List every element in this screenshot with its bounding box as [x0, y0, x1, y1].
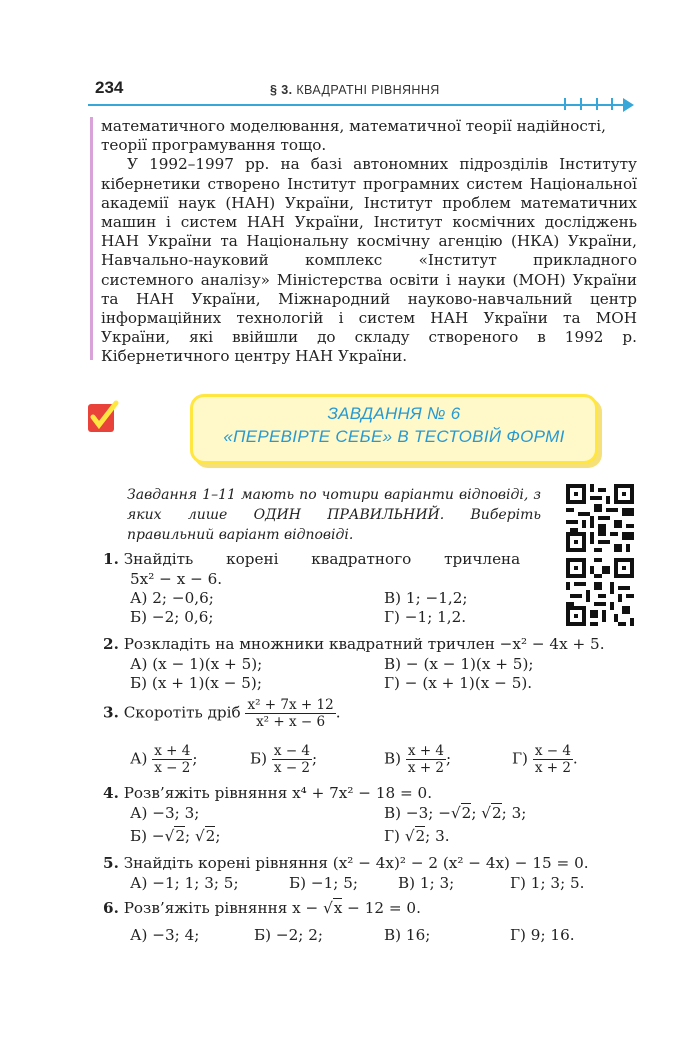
sqrt-radicand: 2 [205, 827, 216, 845]
header-rule [88, 104, 628, 106]
answer-option[interactable]: В) $\frac{x + 4}{x + 2}$ ; [384, 743, 452, 776]
answer-option[interactable]: Г) $\frac{x - 4}{x + 2}$ . [512, 743, 578, 776]
fraction-denominator: x² + x − 6 [256, 714, 326, 730]
answer-option[interactable]: А) (x − 1)(x + 5); [130, 655, 263, 673]
sqrt-radicand: 2 [461, 804, 472, 822]
question-3: 3. Скоротіть дріб $\frac{\text{x² + 7x + 12}}{\text{x² + x − 6}}$ . [103, 697, 341, 730]
fraction-numerator: x + 4 [154, 743, 191, 759]
fraction-numerator: x − 4 [273, 743, 311, 759]
header-tick [564, 98, 566, 110]
fraction-numerator: x² + 7x + 12 [247, 697, 334, 713]
option-text: Г) [384, 827, 405, 845]
answer-option[interactable]: А) −3; 4; [130, 926, 200, 944]
sidebar-bar [90, 117, 93, 360]
instructions: Завдання 1–11 мають по чотири варіанти відповіді, з яких лише ОДИН ПРАВИЛЬНИЙ. Виберіть правильний варіант відповіді. [127, 487, 541, 543]
question-2 [103, 635, 643, 654]
question-text: Скоротіть дріб [123, 703, 241, 722]
answer-option[interactable]: Б) −√2; √2; [130, 827, 221, 845]
answer-option[interactable]: Б) $\frac{x - 4}{x - 2}$ ; [250, 743, 318, 776]
page-number: 234 [95, 78, 124, 97]
option-text: ; [185, 827, 195, 845]
task-banner-line: ЗАВДАННЯ № 6 [327, 404, 461, 423]
section-title [270, 83, 440, 97]
answer-option[interactable]: В) 16; [384, 926, 431, 944]
answer-option[interactable]: Б) −2; 2; [254, 926, 324, 944]
option-text: В) −3; − [384, 804, 451, 822]
answer-option[interactable]: В) −3; −√2; √2; 3; [384, 804, 527, 822]
answer-option[interactable]: А) −3; 3; [130, 804, 200, 822]
fraction-denominator: x − 2 [154, 760, 191, 776]
question-number: 4. [103, 784, 119, 802]
question-expression: 5x² − x − 6. [130, 570, 223, 588]
question-text: Знайдіть корені квадратного тричлена [123, 550, 521, 568]
sqrt-radicand: 2 [415, 827, 426, 845]
answer-option[interactable]: Г) √2; 3. [384, 827, 450, 845]
sqrt-radicand: 2 [491, 804, 502, 822]
answer-option[interactable]: А) 2; −0,6; [130, 589, 214, 607]
fraction [245, 697, 335, 730]
header-arrow-icon [623, 98, 634, 112]
qr-code-icon[interactable] [566, 484, 634, 552]
question-number: 5. [103, 854, 119, 872]
header-tick [580, 98, 582, 110]
fraction-numerator: x − 4 [534, 743, 571, 759]
header-tick [611, 98, 613, 110]
answer-option[interactable]: В) − (x − 1)(x + 5); [384, 655, 534, 673]
question-1 [103, 550, 523, 569]
header-tick [596, 98, 598, 110]
answer-option[interactable]: В) 1; 3; [398, 874, 455, 892]
option-label: Г) [512, 749, 528, 768]
history-paragraph [101, 117, 637, 367]
question-text: Знайдіть корені рівняння (x² − 4x)² − 2 (x² − 4x) − 15 = 0. [123, 854, 589, 872]
paragraph-line: теорії програмування тощо. [101, 136, 327, 155]
question-5 [103, 854, 643, 873]
sqrt-radicand: x [333, 899, 343, 917]
question-text: Розв’яжіть рівняння x⁴ + 7x² − 18 = 0. [123, 784, 433, 802]
fraction-denominator: x − 2 [273, 760, 311, 776]
answer-option[interactable]: Г) 9; 16. [510, 926, 575, 944]
answer-option[interactable]: А) −1; 1; 3; 5; [130, 874, 239, 892]
question-number: 2. [103, 635, 119, 653]
fraction-denominator: x + 2 [534, 760, 571, 776]
paragraph-line: математичного моделювання, математичної теорії надійності, [101, 117, 606, 135]
question-4 [103, 784, 643, 803]
question-text: Розкладіть на множники квадратний тричлен −x² − 4x + 5. [123, 635, 605, 653]
sqrt-radicand: 2 [175, 827, 185, 845]
option-text: ; 3; [501, 804, 527, 822]
checkmark-icon [86, 400, 120, 434]
answer-option[interactable]: Г) −1; 1,2. [384, 608, 467, 626]
section-mark: § 3. [270, 83, 293, 97]
question-number: 1. [103, 550, 119, 568]
question-text: Розв’яжіть рівняння x − [123, 899, 324, 917]
fraction-numerator: x + 4 [407, 743, 445, 759]
answer-option[interactable]: А) $\frac{x + 4}{x - 2}$ ; [130, 743, 198, 776]
option-label: А) [130, 749, 148, 768]
answer-option[interactable]: Б) −1; 5; [289, 874, 359, 892]
qr-code-icon[interactable] [566, 558, 634, 626]
option-label: В) [384, 749, 402, 768]
option-text: Б) − [130, 827, 165, 845]
answer-option[interactable]: Г) − (x + 1)(x − 5). [384, 674, 533, 692]
answer-option[interactable]: В) 1; −1,2; [384, 589, 468, 607]
question-number: 3. [103, 703, 119, 722]
question-text: − 12 = 0. [342, 899, 421, 917]
option-text: ; [471, 804, 482, 822]
task-banner-line: «ПЕРЕВІРТЕ СЕБЕ» В ТЕСТОВІЙ ФОРМІ [223, 427, 565, 446]
answer-option[interactable]: Г) 1; 3; 5. [510, 874, 585, 892]
fraction-denominator: x + 2 [407, 760, 445, 776]
option-label: Б) [250, 749, 268, 768]
section-title-text: КВАДРАТНІ РІВНЯННЯ [296, 83, 440, 97]
question-6: 6. Розв’яжіть рівняння x − √x − 12 = 0. [103, 899, 421, 917]
answer-option[interactable]: Б) (x + 1)(x − 5); [130, 674, 262, 692]
paragraph-body: У 1992–1997 рр. на базі автономних підрозділів Інституту кібернетики створено Інститут програмних систем Національної академії наук (НАН) України, Інститут проблем математичних машин і систем НАН України, Інститут космічних досліджень НАН України та Національну космічну агенцію (НКА) України, Навчально-науковий комплекс «Інститут прикладного системного аналізу» Міністерства освіти і науки (МОН) України та НАН України, Міжнародний науково-навчальний центр інформаційних технологій і систем НАН України та МОН України, які ввійшли до складу створеного в 1992 р. Кібернетичного центру НАН України. [101, 155, 637, 366]
option-text: ; 3. [425, 827, 450, 845]
option-text: ; [215, 827, 221, 845]
task-banner-title [190, 402, 598, 448]
answer-option[interactable]: Б) −2; 0,6; [130, 608, 214, 626]
question-number: 6. [103, 899, 119, 917]
